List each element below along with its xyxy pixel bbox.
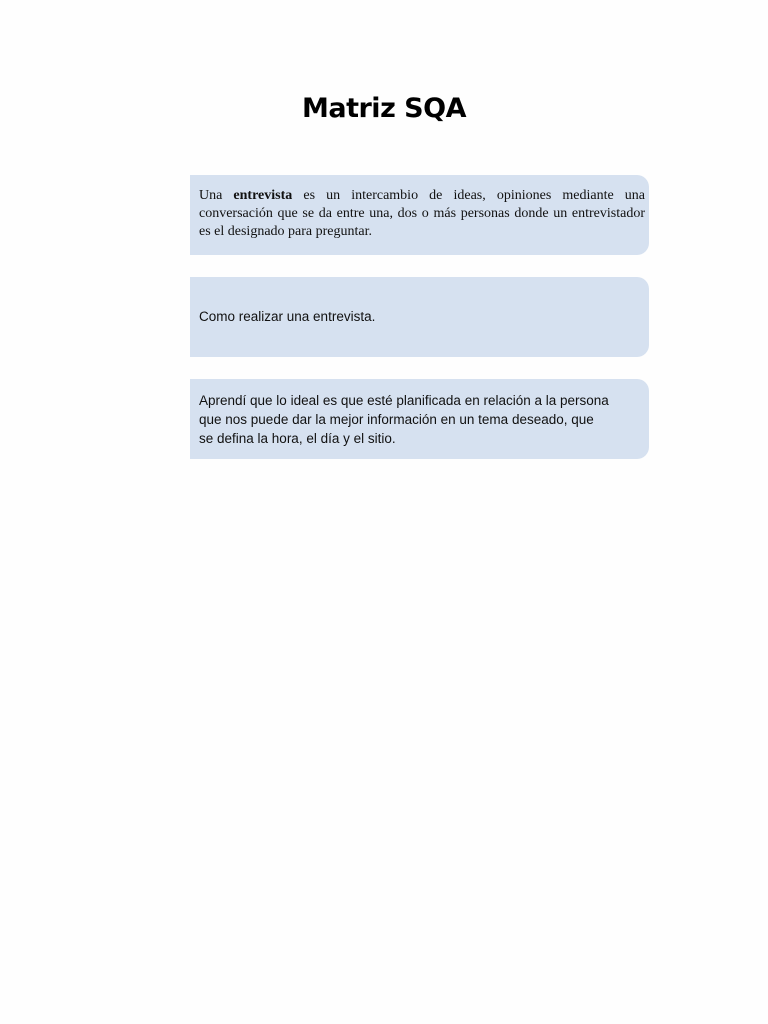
aprendi-box <box>190 379 649 459</box>
saber-text-keyword: entrevista <box>233 188 293 203</box>
saber-text <box>199 187 645 241</box>
quiero-saber-box <box>190 277 649 357</box>
saber-box <box>190 175 649 255</box>
aprendi-text: Aprendí que lo ideal es que esté planificada en relación a la persona que nos puede dar la mejor información en un tema deseado, que se defina la hora, el día y el sitio. <box>199 393 609 446</box>
saber-text-prefix: Una <box>199 188 234 203</box>
page-title: Matriz SQA <box>302 93 466 124</box>
saber-text-rest: es un intercambio de ideas, opiniones mediante una conversación que se da entre una, dos o más personas donde un entrevistador es el designado para preguntar. <box>199 188 645 239</box>
quiero-saber-text: Como realizar una entrevista. <box>199 309 376 324</box>
